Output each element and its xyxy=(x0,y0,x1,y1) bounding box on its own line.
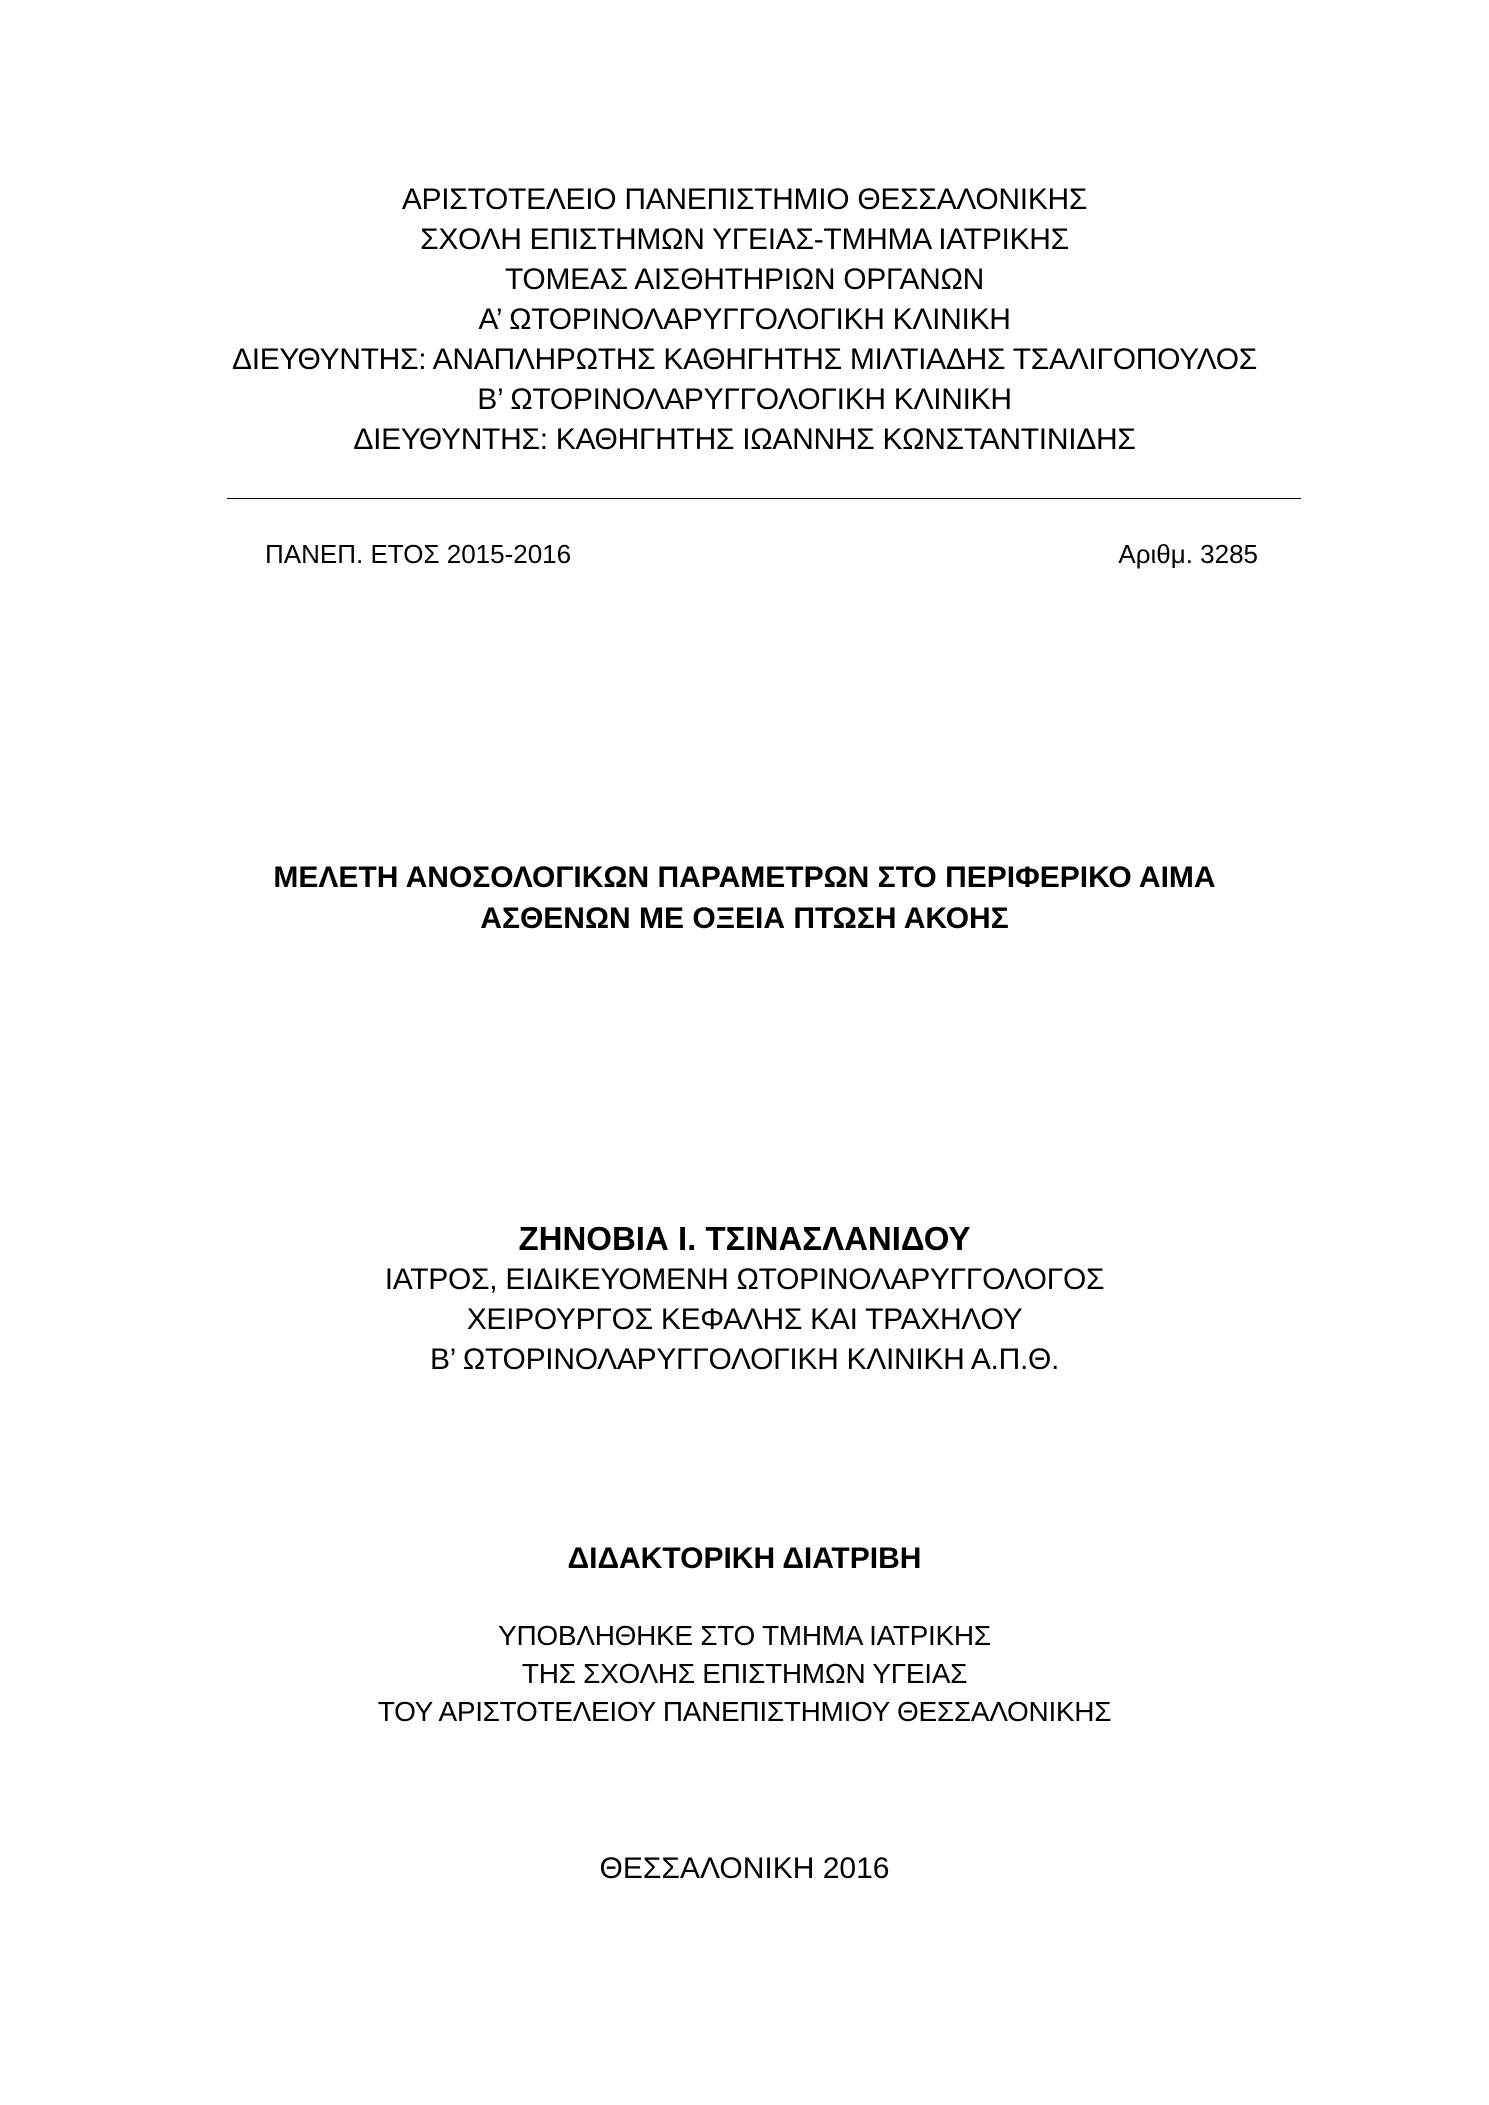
title-line-1: ΜΕΛΕΤΗ ΑΝΟΣΟΛΟΓΙΚΩΝ ΠΑΡΑΜΕΤΡΩΝ ΣΤΟ ΠΕΡΙΦΕΡΙΚΟ ΑΙΜΑ xyxy=(273,861,1216,894)
header-line-clinic-b: Β’ ΩΤΟΡΙΝΟΛΑΡΥΓΓΟΛΟΓΙΚΗ ΚΛΙΝΙΚΗ xyxy=(477,383,1012,416)
academic-year: ΠΑΝΕΠ. ΕΤΟΣ 2015-2016 xyxy=(265,539,572,569)
submission-line-2: ΤΗΣ ΣΧΟΛΗΣ ΕΠΙΣΤΗΜΩΝ ΥΓΕΙΑΣ xyxy=(521,1658,968,1689)
header-line-director-b: ΔΙΕΥΘΥΝΤΗΣ: ΚΑΘΗΓΗΤΗΣ ΙΩΑΝΝΗΣ ΚΩΝΣΤΑΝΤΙΝΙΔΗΣ xyxy=(353,423,1136,456)
header-line-director-a: ΔΙΕΥΘΥΝΤΗΣ: ΑΝΑΠΛΗΡΩΤΗΣ ΚΑΘΗΓΗΤΗΣ ΜΙΛΤΙΑΔΗΣ ΤΣΑΛΙΓΟΠΟΥΛΟΣ xyxy=(231,343,1258,376)
submission-statement xyxy=(0,1617,1489,1731)
thesis-number: Αριθμ. 3285 xyxy=(1118,539,1258,569)
institution-header xyxy=(0,180,1489,460)
title-line-2: ΑΣΘΕΝΩΝ ΜΕ ΟΞΕΙΑ ΠΤΩΣΗ ΑΚΟΗΣ xyxy=(480,902,1009,935)
author-detail-2: ΧΕΙΡΟΥΡΓΟΣ ΚΕΦΑΛΗΣ ΚΑΙ ΤΡΑΧΗΛΟΥ xyxy=(466,1303,1023,1336)
author-detail-1: ΙΑΤΡΟΣ, ΕΙΔΙΚΕΥΟΜΕΝΗ ΩΤΟΡΙΝΟΛΑΡΥΓΓΟΛΟΓΟΣ xyxy=(384,1263,1105,1296)
header-line-university: ΑΡΙΣΤΟΤΕΛΕΙΟ ΠΑΝΕΠΙΣΤΗΜΙΟ ΘΕΣΣΑΛΟΝΙΚΗΣ xyxy=(401,183,1088,216)
submission-line-1: ΥΠΟΒΛΗΘΗΚΕ ΣΤΟ ΤΜΗΜΑ ΙΑΤΡΙΚΗΣ xyxy=(498,1620,991,1651)
place-year: ΘΕΣΣΑΛΟΝΙΚΗ 2016 xyxy=(599,1852,890,1885)
header-line-sector: ΤΟΜΕΑΣ ΑΙΣΘΗΤΗΡΙΩΝ ΟΡΓΑΝΩΝ xyxy=(504,263,985,296)
author-name: ΖΗΝΟΒΙΑ Ι. ΤΣΙΝΑΣΛΑΝΙΔΟΥ xyxy=(518,1220,971,1257)
author-details xyxy=(0,1260,1489,1380)
header-divider xyxy=(227,498,1301,499)
thesis-title xyxy=(0,857,1489,939)
header-line-clinic-a: Α’ ΩΤΟΡΙΝΟΛΑΡΥΓΓΟΛΟΓΙΚΗ ΚΛΙΝΙΚΗ xyxy=(478,303,1011,336)
header-line-school: ΣΧΟΛΗ ΕΠΙΣΤΗΜΩΝ ΥΓΕΙΑΣ-ΤΜΗΜΑ ΙΑΤΡΙΚΗΣ xyxy=(420,223,1069,256)
submission-line-3: ΤΟΥ ΑΡΙΣΤΟΤΕΛΕΙΟΥ ΠΑΝΕΠΙΣΤΗΜΙΟΥ ΘΕΣΣΑΛΟΝΙΚΗΣ xyxy=(377,1696,1112,1727)
thesis-type: ΔΙΔΑΚΤΟΡΙΚΗ ΔΙΑΤΡΙΒΗ xyxy=(567,1542,922,1575)
author-detail-3: Β’ ΩΤΟΡΙΝΟΛΑΡΥΓΓΟΛΟΓΙΚΗ ΚΛΙΝΙΚΗ Α.Π.Θ. xyxy=(429,1343,1060,1376)
